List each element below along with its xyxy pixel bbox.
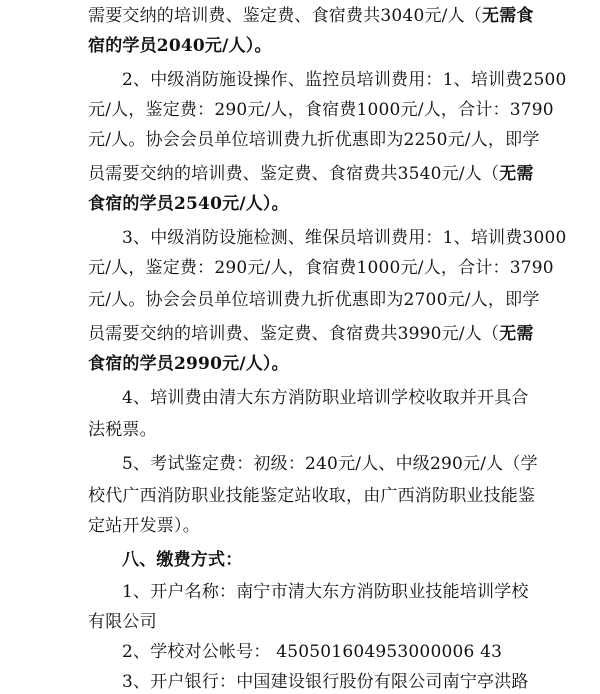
item2-line4-text: 员需要交纳的培训费、鉴定费、食宿费共3540元/人（ bbox=[88, 164, 500, 184]
item2-line4-bold: 无需 bbox=[499, 164, 534, 184]
item1-tail-bold-b: 宿的学员2040元/人） bbox=[88, 36, 255, 56]
item2-line4 bbox=[88, 162, 534, 186]
item5-line1: 5、考试鉴定费：初级：240元/人、中级290元/人（学 bbox=[122, 454, 538, 474]
item1-tail-line1 bbox=[88, 4, 534, 28]
item3-line4 bbox=[88, 322, 534, 346]
item1-tail-end: 。 bbox=[254, 36, 272, 56]
item3-line5-end: 。 bbox=[271, 354, 289, 374]
item2-line3: 元/人。协会会员单位培训费九折优惠即为2250元/人，即学 bbox=[88, 130, 540, 150]
item3-line5-bold: 食宿的学员2990元/人） bbox=[88, 354, 272, 374]
item4-line2: 法税票。 bbox=[88, 420, 157, 440]
section8-heading: 八、缴费方式： bbox=[122, 550, 243, 570]
section8-item3: 3、开户银行：中国建设银行股份有限公司南宁亭洪路 bbox=[122, 672, 529, 692]
item2-line5-bold: 食宿的学员2540元/人） bbox=[88, 194, 272, 214]
item3-line2: 元/人，鉴定费：290元/人，食宿费1000元/人，合计：3790 bbox=[88, 258, 554, 278]
item5-line2: 校代广西消防职业技能鉴定站收取，由广西消防职业技能鉴 bbox=[88, 486, 536, 506]
item1-tail-line2 bbox=[88, 34, 272, 58]
item3-line4-bold: 无需 bbox=[499, 324, 534, 344]
section8-item2: 2、学校对公帐号： 450501604953000006 43 bbox=[122, 642, 503, 662]
item1-tail-text: 需要交纳的培训费、鉴定费、食宿费共3040元/人（ bbox=[88, 6, 482, 26]
item2-line5-end: 。 bbox=[271, 194, 289, 214]
item2-line1: 2、中级消防施设操作、监控员培训费用：1、培训费2500 bbox=[122, 70, 567, 90]
item3-line3: 元/人。协会会员单位培训费九折优惠即为2700元/人，即学 bbox=[88, 290, 540, 310]
item5-line3: 定站开发票）。 bbox=[88, 516, 200, 536]
section8-item1-line1: 1、开户名称：南宁市清大东方消防职业技能培训学校 bbox=[122, 582, 529, 602]
item2-line5 bbox=[88, 192, 289, 216]
section8-item1-line2: 有限公司 bbox=[88, 612, 157, 632]
item3-line5 bbox=[88, 352, 289, 376]
item3-line1: 3、中级消防设施检测、维保员培训费用：1、培训费3000 bbox=[122, 228, 567, 248]
item3-line4-text: 员需要交纳的培训费、鉴定费、食宿费共3990元/人（ bbox=[88, 324, 500, 344]
item4-line1: 4、培训费由清大东方消防职业培训学校收取并开具合 bbox=[122, 388, 529, 408]
item1-tail-bold-a: 无需食 bbox=[482, 6, 534, 26]
item2-line2: 元/人，鉴定费：290元/人，食宿费1000元/人，合计：3790 bbox=[88, 100, 554, 120]
